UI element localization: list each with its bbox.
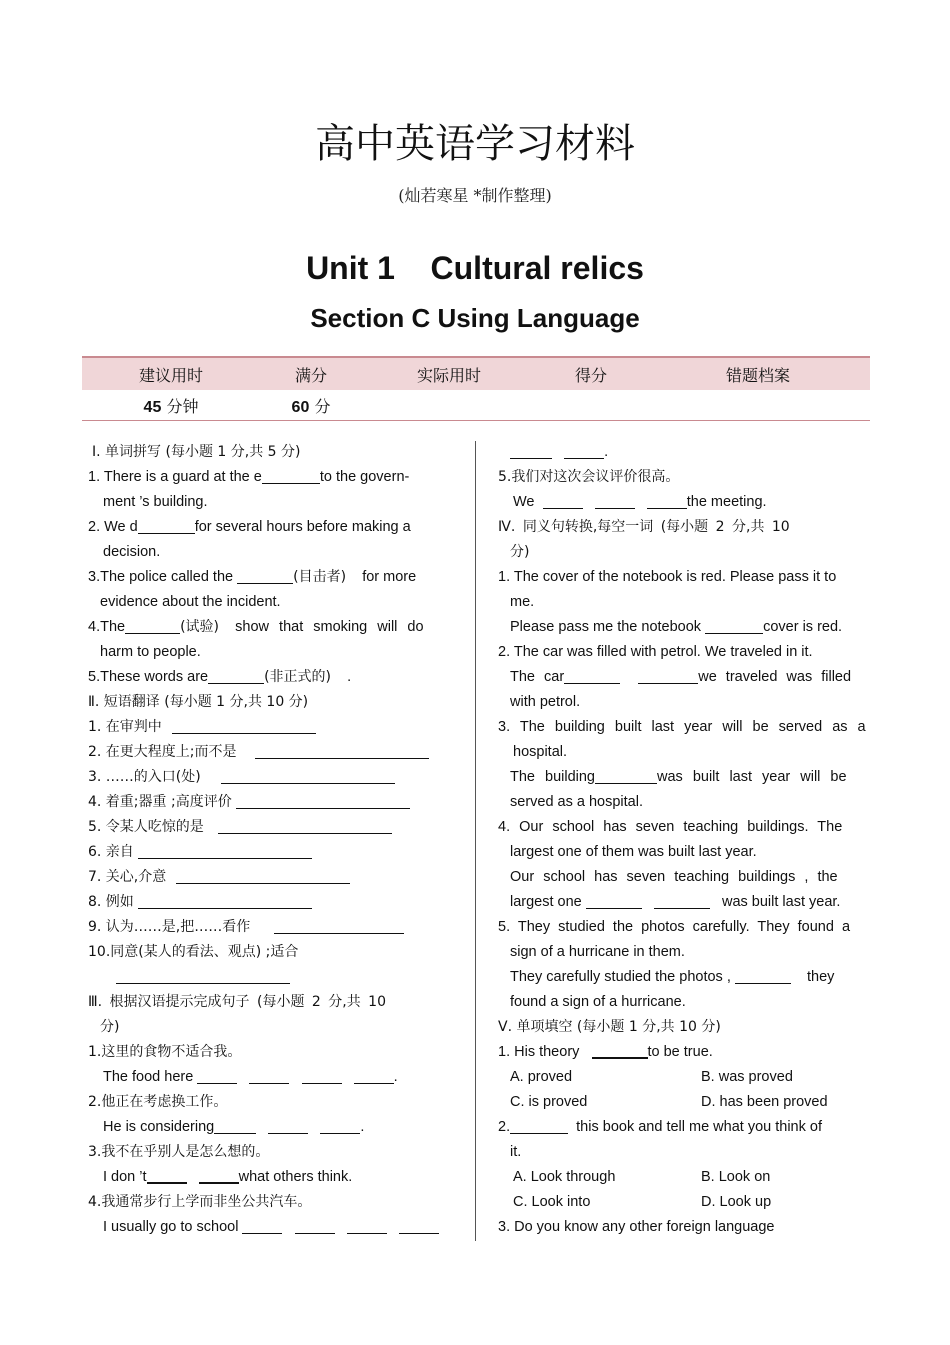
s2-item [88, 765, 456, 790]
section-3-title: Ⅲ. 根据汉语提示完成句子 (每小题 2 分,共 10 [88, 994, 386, 1010]
answer-blank[interactable] [595, 493, 635, 509]
s3-q5: 5.我们对这次会议评价很高。 [498, 469, 680, 485]
text: 1. There is a guard at the e [88, 469, 262, 485]
section-2-title: Ⅱ. 短语翻译 (每小题 1 分,共 10 分) [88, 694, 309, 710]
s4-q2-answer [498, 665, 864, 690]
s3-q4-answer [88, 1215, 456, 1240]
s2-item [88, 790, 456, 815]
text: 3.The police called the [88, 569, 234, 585]
s2-item [88, 740, 456, 765]
text: . [347, 669, 352, 685]
text: . [360, 1119, 365, 1135]
s4-q1-cont: me. [510, 594, 535, 610]
s5-q1-options-cd [498, 1090, 864, 1115]
text: the meeting. [686, 494, 767, 510]
answer-blank[interactable] [262, 468, 320, 484]
option-d[interactable]: D. has been proved [701, 1094, 828, 1110]
answer-blank[interactable] [255, 743, 429, 759]
s3-q3: 3.我不在乎别人是怎么想的。 [88, 1144, 270, 1160]
s4-q1: 1. The cover of the notebook is red. Please pass it to [498, 569, 837, 585]
text: . [393, 1069, 398, 1085]
s5-q2-options-cd [498, 1190, 864, 1215]
answer-blank[interactable] [221, 768, 395, 784]
text: 3. ……的入口(处) [88, 769, 201, 785]
answer-blank[interactable] [172, 718, 316, 734]
s2-item [88, 840, 456, 865]
s3-q1-answer [88, 1065, 456, 1090]
s3-q5-answer [498, 490, 864, 515]
answer-blank[interactable] [735, 968, 791, 984]
text: The food here [103, 1069, 194, 1085]
text: He is considering [103, 1119, 215, 1135]
answer-blank[interactable] [347, 1218, 387, 1234]
header-error-archive: 错题档案 [646, 357, 870, 390]
suggested-time-unit: 分钟 [166, 396, 199, 416]
text: this book and tell me what you think of [576, 1119, 822, 1135]
answer-blank[interactable] [586, 893, 642, 909]
s2-item [88, 915, 456, 940]
s4-q5-answer [498, 965, 864, 990]
actual-time-cell [362, 390, 536, 421]
text: for several hours before making a [194, 519, 411, 535]
option-c[interactable]: C. is proved [510, 1094, 588, 1110]
s4-q1-answer [498, 615, 864, 640]
s2-item [88, 715, 456, 740]
s4-q4: 4. Our school has seven teaching buildings. The [498, 819, 843, 835]
header-suggested-time: 建议用时 [82, 357, 260, 390]
s4-q5-answer-cont: found a sign of a hurricane. [510, 994, 686, 1010]
answer-blank[interactable] [116, 968, 290, 984]
answer-blank[interactable] [237, 568, 293, 584]
answer-blank[interactable] [399, 1218, 439, 1234]
error-archive-cell [646, 390, 870, 421]
section-1-title: Ⅰ. 单词拼写 (每小题 1 分,共 5 分) [92, 444, 301, 460]
text: largest one [510, 894, 582, 910]
answer-blank[interactable] [354, 1068, 394, 1084]
text: 5. 令某人吃惊的是 [88, 819, 204, 835]
text: 2. 在更大程度上;而不是 [88, 744, 237, 760]
answer-blank[interactable] [595, 768, 657, 784]
s4-q3: 3. The building built last year will be served as a [498, 719, 866, 735]
header-score: 得分 [536, 357, 646, 390]
section-5-title: Ⅴ. 单项填空 (每小题 1 分,共 10 分) [498, 1019, 721, 1035]
text: 6. 亲自 [88, 844, 134, 860]
s1-q3-cont: evidence about the incident. [100, 594, 281, 610]
answer-blank[interactable] [138, 843, 312, 859]
answer-blank[interactable] [268, 1118, 308, 1134]
full-score-cell [260, 390, 362, 421]
answer-blank[interactable] [705, 618, 763, 634]
answer-blank[interactable] [295, 1218, 335, 1234]
answer-blank[interactable] [197, 1068, 237, 1084]
page-title: 高中英语学习材料 [315, 121, 635, 167]
s1-q4 [88, 615, 456, 640]
s1-q1 [88, 465, 456, 490]
text: They carefully studied the photos , [510, 969, 731, 985]
s2-item-10-line [88, 965, 456, 990]
text: to the govern- [319, 469, 410, 485]
option-d[interactable]: D. Look up [701, 1194, 772, 1210]
s5-q2 [498, 1115, 864, 1140]
s3-q3-answer [88, 1165, 456, 1190]
answer-blank[interactable] [125, 618, 180, 634]
s4-q4-answer: Our school has seven teaching buildings , the [510, 869, 838, 885]
unit-heading: Unit 1 Cultural relics [306, 250, 644, 286]
text: I don ’t [103, 1169, 147, 1185]
full-score-value: 60 [291, 398, 310, 416]
suggested-time-value: 45 [143, 398, 162, 416]
s1-q2-cont: decision. [103, 544, 161, 560]
s4-q5-cont: sign of a hurricane in them. [510, 944, 685, 960]
answer-blank[interactable] [564, 443, 604, 459]
text: cover is red. [763, 619, 843, 635]
s5-q2-options-ab [498, 1165, 864, 1190]
column-divider [475, 441, 476, 1241]
suggested-time-cell [82, 390, 260, 421]
text: Please pass me the notebook [510, 619, 702, 635]
s4-q4-cont: largest one of them was built last year. [510, 844, 757, 860]
s3-q4: 4.我通常步行上学而非坐公共汽车。 [88, 1194, 312, 1210]
answer-blank[interactable] [638, 668, 698, 684]
text: they [807, 969, 835, 985]
score-table [82, 356, 870, 421]
text: 7. 关心,介意 [88, 869, 167, 885]
s4-q2: 2. The car was filled with petrol. We traveled in it. [498, 644, 813, 660]
s4-q3-answer-cont: served as a hospital. [510, 794, 643, 810]
answer-blank[interactable] [214, 1118, 256, 1134]
text: I usually go to school [103, 1219, 239, 1235]
s1-q5 [88, 665, 456, 690]
full-score-unit: 分 [314, 396, 331, 416]
text: 2. We d [88, 519, 138, 535]
s2-item [88, 865, 456, 890]
option-a[interactable]: A. proved [510, 1069, 573, 1085]
text: 4.The [88, 619, 126, 635]
answer-blank[interactable] [302, 1068, 342, 1084]
s2-item: 10.同意(某人的看法、观点) ;适合 [88, 944, 299, 960]
answer-blank[interactable] [147, 1167, 187, 1184]
answer-blank[interactable] [236, 793, 410, 809]
answer-blank[interactable] [543, 493, 583, 509]
right-column [498, 440, 864, 1240]
text: 2. [498, 1119, 511, 1135]
option-a[interactable]: A. Look through [513, 1169, 616, 1185]
option-c[interactable]: C. Look into [513, 1194, 591, 1210]
answer-blank[interactable] [564, 668, 620, 684]
s2-item [88, 815, 456, 840]
left-column [88, 440, 456, 1240]
option-b[interactable]: B. was proved [701, 1069, 793, 1085]
text: show that smoking will do [235, 619, 424, 635]
s4-q5: 5. They studied the photos carefully. They found a [498, 919, 851, 935]
s4-q3-cont: hospital. [513, 744, 568, 760]
answer-blank[interactable] [274, 918, 404, 934]
text: we traveled was filled [698, 669, 852, 685]
text: 5.These words are [88, 669, 209, 685]
header-actual-time: 实际用时 [362, 357, 536, 390]
answer-blank[interactable] [242, 1218, 282, 1234]
answer-blank[interactable] [218, 818, 392, 834]
s5-q2-cont: it. [510, 1144, 522, 1160]
s3-q2-answer [88, 1115, 456, 1140]
s5-q1 [498, 1040, 864, 1065]
section-4-title-cont: 分) [510, 544, 530, 560]
s4-q3-answer [498, 765, 864, 790]
text: what others think. [238, 1169, 353, 1185]
answer-blank[interactable] [138, 893, 312, 909]
section-4-title: Ⅳ. 同义句转换,每空一词 (每小题 2 分,共 10 [498, 519, 790, 535]
text: We [513, 494, 535, 510]
hint: (非正式的) [264, 669, 332, 685]
text: for more [362, 569, 417, 585]
answer-blank[interactable] [510, 443, 552, 459]
score-table-value-row [82, 390, 870, 421]
text: to be true. [647, 1044, 713, 1060]
answer-blank[interactable] [208, 668, 264, 684]
answer-blank[interactable] [654, 893, 710, 909]
s1-q1-cont: ment ’s building. [103, 494, 208, 510]
answer-blank[interactable] [138, 518, 195, 534]
section-3-title-cont: 分) [100, 1019, 120, 1035]
section-heading: Section C Using Language [310, 303, 640, 333]
answer-blank[interactable] [647, 493, 687, 509]
answer-blank[interactable] [199, 1167, 239, 1184]
score-cell [536, 390, 646, 421]
s3-q4-answer-cont [498, 440, 864, 465]
hint: (目击者) [293, 569, 347, 585]
text: 9. 认为……是,把……看作 [88, 919, 251, 935]
answer-blank[interactable] [176, 868, 350, 884]
text: 4. 着重;器重 ;高度评价 [88, 794, 232, 810]
s2-item [88, 890, 456, 915]
text: was built last year. [721, 894, 841, 910]
text: was built last year will be [657, 769, 847, 785]
answer-blank[interactable] [249, 1068, 289, 1084]
s4-q2-cont: with petrol. [510, 694, 581, 710]
answer-blank[interactable] [510, 1118, 568, 1134]
s3-q2: 2.他正在考虑换工作。 [88, 1094, 228, 1110]
text: 1. 在审判中 [88, 719, 162, 735]
text: 1. His theory [498, 1044, 580, 1060]
s1-q3 [88, 565, 456, 590]
page-subtitle: (灿若寒星 *制作整理) [398, 186, 552, 205]
text: . [604, 444, 609, 460]
option-b[interactable]: B. Look on [701, 1169, 771, 1185]
s3-q1: 1.这里的食物不适合我。 [88, 1044, 242, 1060]
answer-blank[interactable] [592, 1042, 648, 1059]
s1-q2 [88, 515, 456, 540]
text: The car [510, 669, 565, 685]
s1-q4-cont: harm to people. [100, 644, 201, 660]
text: 8. 例如 [88, 894, 134, 910]
hint: (试验) [180, 619, 220, 635]
text: The building [510, 769, 595, 785]
header-full-score: 满分 [260, 357, 362, 390]
s5-q3: 3. Do you know any other foreign language [498, 1219, 775, 1235]
s5-q1-options-ab [498, 1065, 864, 1090]
score-table-header-row [82, 357, 870, 390]
answer-blank[interactable] [320, 1118, 360, 1134]
s4-q4-answer-cont [498, 890, 864, 915]
